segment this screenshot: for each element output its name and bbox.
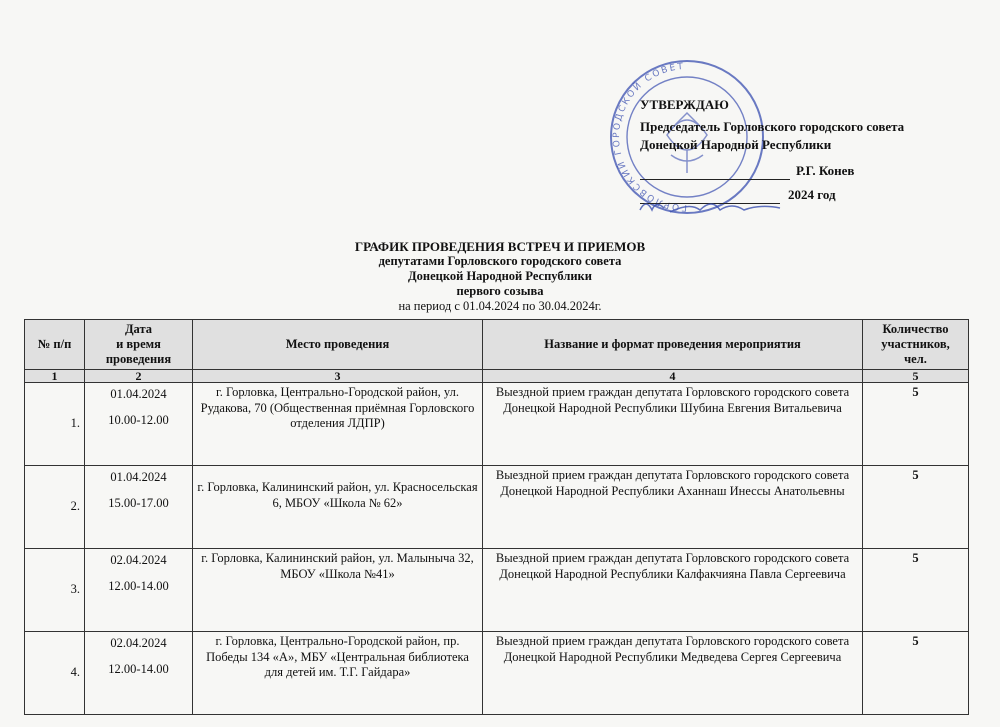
row-title: Выездной прием граждан депутата Горловского городского совета Донецкой Народной Республики Калфакчияна Павла Сергеевича xyxy=(483,549,863,632)
table-row xyxy=(25,466,969,549)
row-time: 12.00-14.00 xyxy=(108,578,169,593)
schedule-table xyxy=(24,319,969,715)
table-row xyxy=(25,549,969,632)
row-place: г. Горловка, Центрально-Городской район, ул. Рудакова, 70 (Общественная приёмная Горловского отделения ЛДПР) xyxy=(193,383,483,466)
col-number-5: 5 xyxy=(863,370,969,383)
col-number-2: 2 xyxy=(85,370,193,383)
row-time: 15.00-17.00 xyxy=(108,495,169,510)
row-time: 10.00-12.00 xyxy=(108,412,169,427)
header-count-line2: участников, xyxy=(881,337,950,351)
row-place: г. Горловка, Калининский район, ул. Красносельская 6, МБОУ «Школа № 62» xyxy=(193,466,483,549)
row-datetime xyxy=(85,383,193,466)
row-num: 3. xyxy=(25,549,85,632)
document-title: ГРАФИК ПРОВЕДЕНИЯ ВСТРЕЧ И ПРИЕМОВ xyxy=(354,239,646,254)
header-title: Название и формат проведения мероприятия xyxy=(483,320,863,370)
row-datetime xyxy=(85,549,193,632)
header-count-line3: чел. xyxy=(904,352,927,366)
heading-period: на период с 01.04.2024 по 30.04.2024г. xyxy=(398,299,602,313)
heading-line3: Донецкой Народной Республики xyxy=(408,269,592,283)
header-date-line1: Дата xyxy=(124,322,153,336)
header-date-line2: и время xyxy=(116,337,161,351)
row-title: Выездной прием граждан депутата Горловского городского совета Донецкой Народной Республики Шубина Евгения Витальевича xyxy=(483,383,863,466)
document-heading xyxy=(0,239,1000,314)
signer-name: Р.Г. Конев xyxy=(796,163,855,178)
heading-line2: депутатами Горловского городского совета xyxy=(378,254,622,268)
table-row xyxy=(25,383,969,466)
row-title: Выездной прием граждан депутата Горловского городского совета Донецкой Народной Республики Медведева Сергея Сергеевича xyxy=(483,632,863,715)
col-number-3: 3 xyxy=(193,370,483,383)
row-date: 01.04.2024 xyxy=(110,470,167,484)
header-count-line1: Количество xyxy=(882,322,949,336)
signature-line xyxy=(640,167,790,180)
col-number-4: 4 xyxy=(483,370,863,383)
row-datetime xyxy=(85,466,193,549)
row-place: г. Горловка, Калининский район, ул. Малыныча 32, МБОУ «Школа №41» xyxy=(193,549,483,632)
row-count: 5 xyxy=(863,549,969,632)
row-date: 02.04.2024 xyxy=(110,553,167,567)
approval-year: 2024 год xyxy=(788,187,836,202)
row-count: 5 xyxy=(863,466,969,549)
row-num: 4. xyxy=(25,632,85,715)
handwritten-signature xyxy=(620,180,800,220)
approver-position-line2: Донецкой Народной Республики xyxy=(640,137,832,152)
row-num: 1. xyxy=(25,383,85,466)
row-title: Выездной прием граждан депутата Горловского городского совета Донецкой Народной Республики Аханнаш Инессы Анатольевны xyxy=(483,466,863,549)
signature-row xyxy=(640,162,960,180)
header-num: № п/п xyxy=(25,320,85,370)
row-place: г. Горловка, Центрально-Городской район, пр. Победы 134 «А», МБУ «Центральная библиотека для детей им. Т.Г. Гайдара» xyxy=(193,632,483,715)
header-place: Место проведения xyxy=(193,320,483,370)
row-datetime xyxy=(85,632,193,715)
approve-label: УТВЕРЖДАЮ xyxy=(640,97,729,112)
row-date: 01.04.2024 xyxy=(110,387,167,401)
header-date xyxy=(85,320,193,370)
heading-line4: первого созыва xyxy=(456,284,544,298)
row-count: 5 xyxy=(863,632,969,715)
header-date-line3: проведения xyxy=(105,352,172,366)
row-time: 12.00-14.00 xyxy=(108,661,169,676)
seal-text: ГОРЛОВСКИЙ ГОРОДСКОЙ СОВЕТ xyxy=(611,61,688,213)
table-row xyxy=(25,632,969,715)
row-date: 02.04.2024 xyxy=(110,636,167,650)
header-count xyxy=(863,320,969,370)
col-number-1: 1 xyxy=(25,370,85,383)
row-count: 5 xyxy=(863,383,969,466)
row-num: 2. xyxy=(25,466,85,549)
approver-position-line1: Председатель Горловского городского совета xyxy=(640,119,905,134)
